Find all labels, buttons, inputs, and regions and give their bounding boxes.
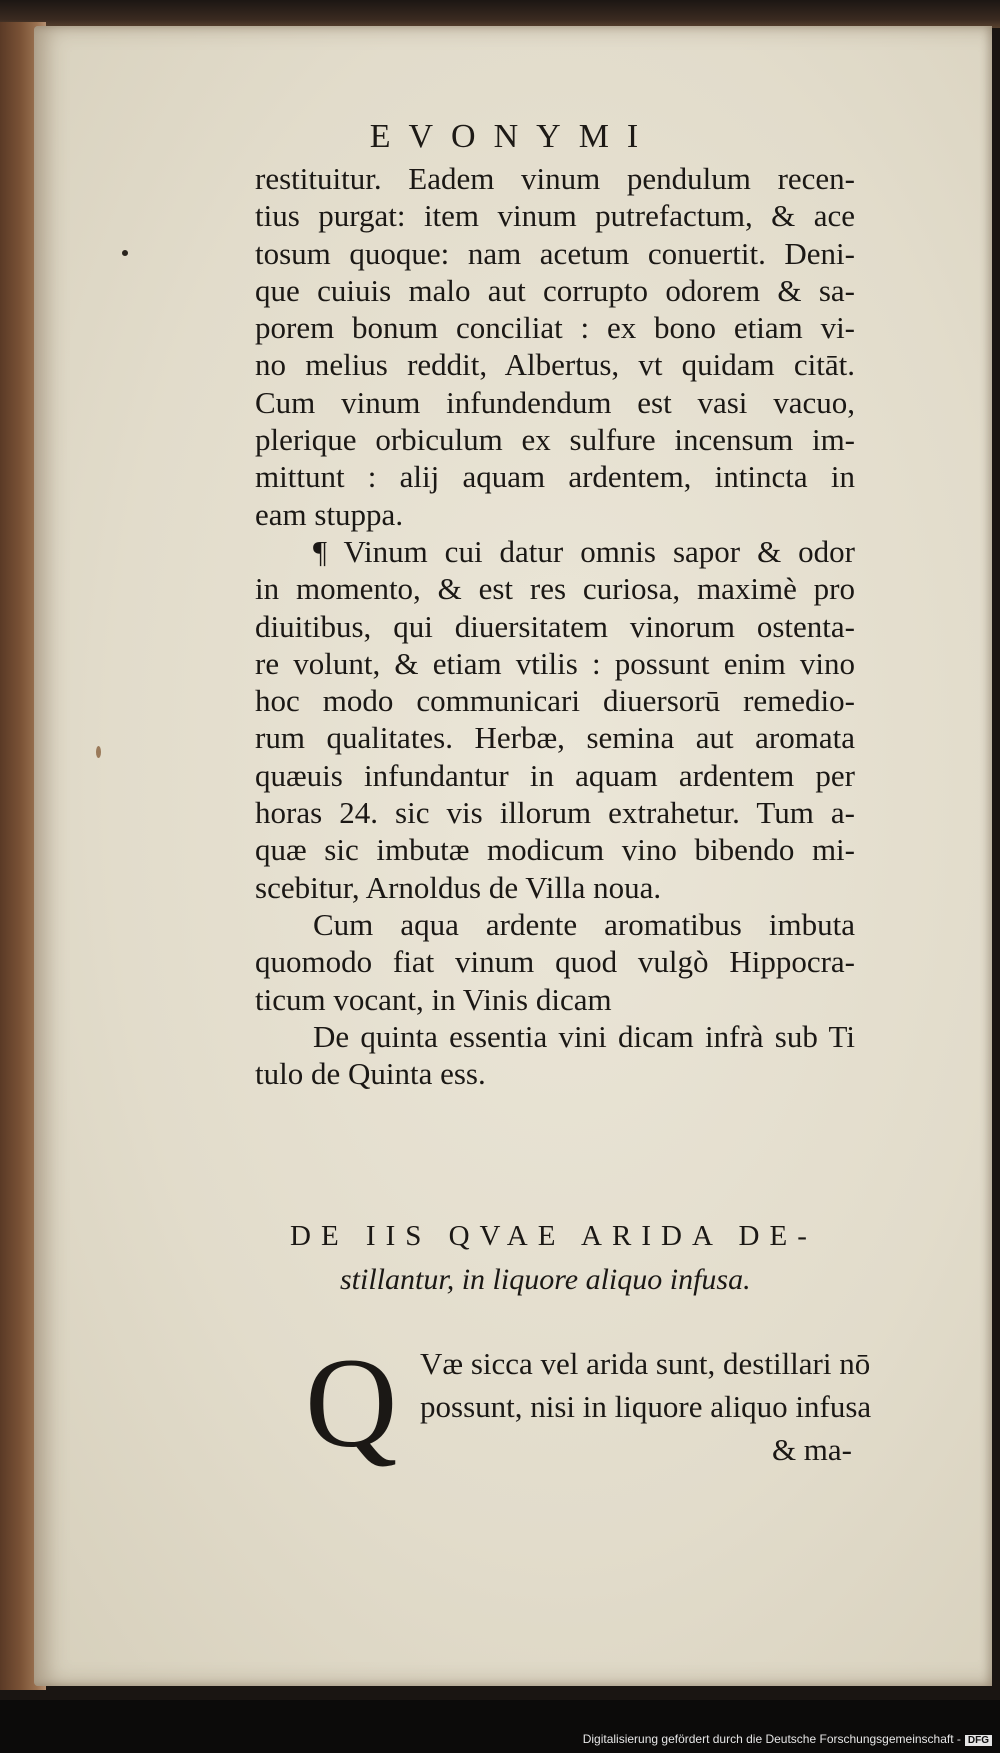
text-line: eam stuppa.: [255, 496, 404, 532]
text-line: tosum quoque: nam acetum conuertit. Deni-: [255, 235, 855, 271]
section-subheading: stillantur, in liquore aliquo infusa.: [340, 1263, 751, 1296]
text-line: scebitur, Arnoldus de Villa noua.: [255, 869, 662, 905]
section-heading: DE IIS QVAE ARIDA DE-: [290, 1220, 817, 1252]
text-line: possunt, nisi in liquore aliquo infusa: [420, 1389, 872, 1424]
text-line: rum qualitates. Herbæ, semina aut aromata: [255, 720, 855, 756]
text-line: De quinta essentia vini dicam infrà sub Ti: [313, 1018, 855, 1054]
text-line: ¶ Vinum cui datur omnis sapor & odor: [313, 533, 855, 569]
text-line: in momento, & est res curiosa, maximè pro: [255, 571, 855, 607]
text-line: restituitur. Eadem vinum pendulum recen-: [255, 161, 855, 196]
paragraph-4: [255, 1018, 855, 1093]
ink-speck: [96, 746, 101, 758]
text-line: mittunt : alij aquam ardentem, intincta in: [255, 459, 855, 495]
drop-cap: Q: [305, 1332, 398, 1474]
paragraph-1: [255, 160, 855, 533]
text-line: porem bonum conciliat : ex bono etiam vi-: [255, 310, 855, 346]
text-line: re volunt, & etiam vtilis : possunt enim vino: [255, 645, 855, 681]
body-text: [255, 160, 855, 1092]
paragraph-3: [255, 906, 855, 1018]
text-line: tius purgat: item vinum putrefactum, & ace: [255, 198, 855, 234]
paragraph-2: [255, 533, 855, 906]
text-line: Cum aqua ardente aromatibus imbuta: [313, 906, 855, 942]
digitization-credit: [583, 1732, 992, 1746]
text-line: hoc modo communicari diuersorū remedio-: [255, 683, 855, 719]
text-line: tulo de Quinta ess.: [255, 1056, 486, 1092]
text-line: quæuis infundantur in aquam ardentem per: [255, 757, 855, 793]
section-text: [420, 1342, 872, 1471]
text-line: & ma-: [771, 1432, 852, 1467]
text-line: que cuiuis malo aut corrupto odorem & sa-: [255, 272, 855, 308]
running-title: EVONYMI: [369, 118, 657, 155]
text-line: no melius reddit, Albertus, vt quidam citāt.: [255, 347, 855, 383]
credit-text: Digitalisierung gefördert durch die Deutsche Forschungsgemeinschaft -: [582, 1732, 961, 1746]
text-line: plerique orbiculum ex sulfure incensum im-: [255, 422, 855, 458]
text-line: Cum vinum infundendum est vasi vacuo,: [255, 384, 855, 420]
text-line: quæ sic imbutæ modicum vino bibendo mi-: [255, 832, 855, 868]
text-line: Væ sicca vel arida sunt, destillari nō: [420, 1346, 871, 1381]
text-line: quomodo fiat vinum quod vulgò Hippocra-: [255, 944, 855, 980]
text-line: ticum vocant, in Vinis dicam: [255, 981, 612, 1017]
text-line: horas 24. sic vis illorum extrahetur. Tum a-: [255, 795, 855, 831]
book-top-edge: [0, 0, 1000, 28]
dfg-badge: DFG: [965, 1735, 992, 1746]
text-line: diuitibus, qui diuersitatem vinorum ostenta-: [255, 608, 855, 644]
ink-speck: [122, 250, 128, 256]
